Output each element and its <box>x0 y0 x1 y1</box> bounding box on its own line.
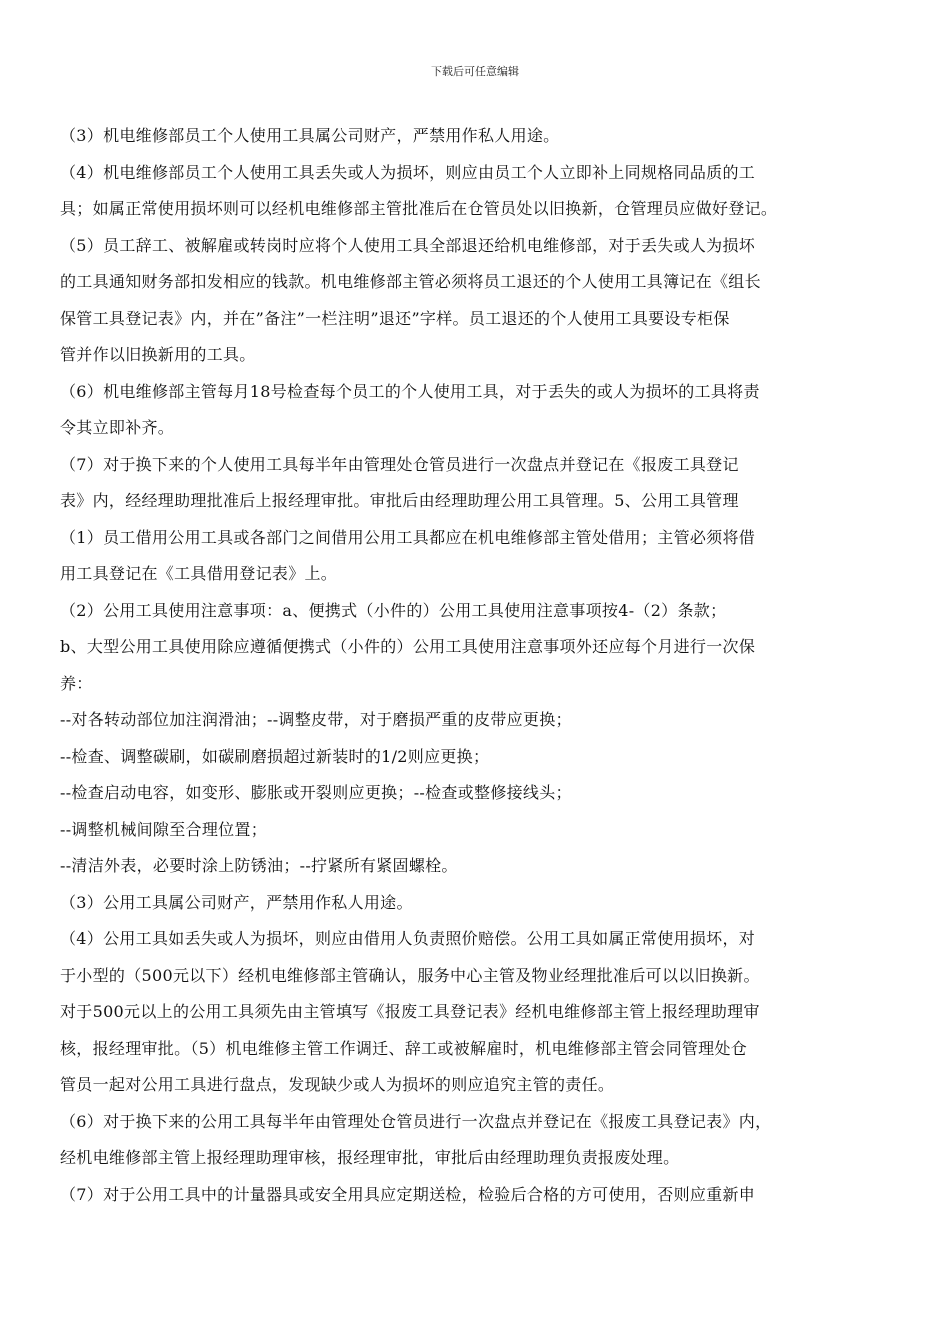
text-line: （6）机电维修部主管每月18号检查每个员工的个人使用工具，对于丢失的或人为损坏的工具将责 <box>60 381 760 401</box>
text-line: （3）公用工具属公司财产，严禁用作私人用途。 <box>60 892 413 912</box>
document-body <box>60 118 900 1213</box>
page-header: 下载后可任意编辑 <box>431 65 519 78</box>
text-line: 的工具通知财务部扣发相应的钱款。机电维修部主管必须将员工退还的个人使用工具簿记在《组长 <box>60 272 761 291</box>
text-line: 于小型的（500元以下）经机电维修部主管确认，服务中心主管及物业经理批准后可以以旧换新。 <box>60 965 760 985</box>
text-line: 管并作以旧换新用的工具。 <box>60 345 256 364</box>
text-line: b、大型公用工具使用除应遵循便携式（小件的）公用工具使用注意事项外还应每个月进行一次保 <box>60 637 756 656</box>
text-line: 对于500元以上的公用工具须先由主管填写《报废工具登记表》经机电维修部主管上报经理助理审 <box>60 1002 760 1021</box>
text-line: 管员一起对公用工具进行盘点，发现缺少或人为损坏的则应追究主管的责任。 <box>60 1075 615 1094</box>
text-line: 保管工具登记表》内，并在”备注”一栏注明”退还”字样。员工退还的个人使用工具要设专柜保 <box>60 308 730 328</box>
text-line: --对各转动部位加注润滑油；--调整皮带，对于磨损严重的皮带应更换； <box>60 710 572 729</box>
text-line: --检查启动电容，如变形、膨胀或开裂则应更换；--检查或整修接线头； <box>60 783 572 802</box>
text-line: （3）机电维修部员工个人使用工具属公司财产，严禁用作私人用途。 <box>60 126 560 145</box>
text-line: 养： <box>60 673 93 693</box>
text-line: （5）员工辞工、被解雇或转岗时应将个人使用工具全部退还给机电维修部，对于丢失或人为损坏 <box>60 235 756 255</box>
text-line: （4）机电维修部员工个人使用工具丢失或人为损坏，则应由员工个人立即补上同规格同品质的工 <box>60 162 756 182</box>
text-line: 令其立即补齐。 <box>60 418 175 437</box>
text-line: 表》内，经经理助理批准后上报经理审批。审批后由经理助理公用工具管理。5、公用工具管理 <box>60 491 739 510</box>
text-line: 核，报经理审批。（5）机电维修主管工作调迁、辞工或被解雇时，机电维修部主管会同管理处仓 <box>60 1038 748 1058</box>
text-line: （1）员工借用公用工具或各部门之间借用公用工具都应在机电维修部主管处借用；主管必须将借 <box>60 527 756 547</box>
text-line: --清洁外表，必要时涂上防锈油；--拧紧所有紧固螺栓。 <box>60 856 458 875</box>
text-line: 经机电维修部主管上报经理助理审核，报经理审批，审批后由经理助理负责报废处理。 <box>60 1148 680 1167</box>
text-line: （7）对于换下来的个人使用工具每半年由管理处仓管员进行一次盘点并登记在《报废工具登记 <box>60 454 739 474</box>
text-line: （7）对于公用工具中的计量器具或安全用具应定期送检，检验后合格的方可使用，否则应重新申 <box>60 1184 756 1204</box>
text-line: （2）公用工具使用注意事项：a、便携式（小件的）公用工具使用注意事项按4-（2）条款； <box>60 600 727 620</box>
text-line: 具；如属正常使用损坏则可以经机电维修部主管批准后在仓管员处以旧换新，仓管理员应做好登记。 <box>60 199 778 218</box>
text-line: --检查、调整碳刷，如碳刷磨损超过新装时的1/2则应更换； <box>60 746 490 766</box>
text-line: 用工具登记在《工具借用登记表》上。 <box>60 564 338 583</box>
text-line: （6）对于换下来的公用工具每半年由管理处仓管员进行一次盘点并登记在《报废工具登记表》内， <box>60 1111 772 1131</box>
text-line: （4）公用工具如丢失或人为损坏，则应由借用人负责照价赔偿。公用工具如属正常使用损坏，对 <box>60 929 756 948</box>
text-line: --调整机械间隙至合理位置； <box>60 819 268 839</box>
